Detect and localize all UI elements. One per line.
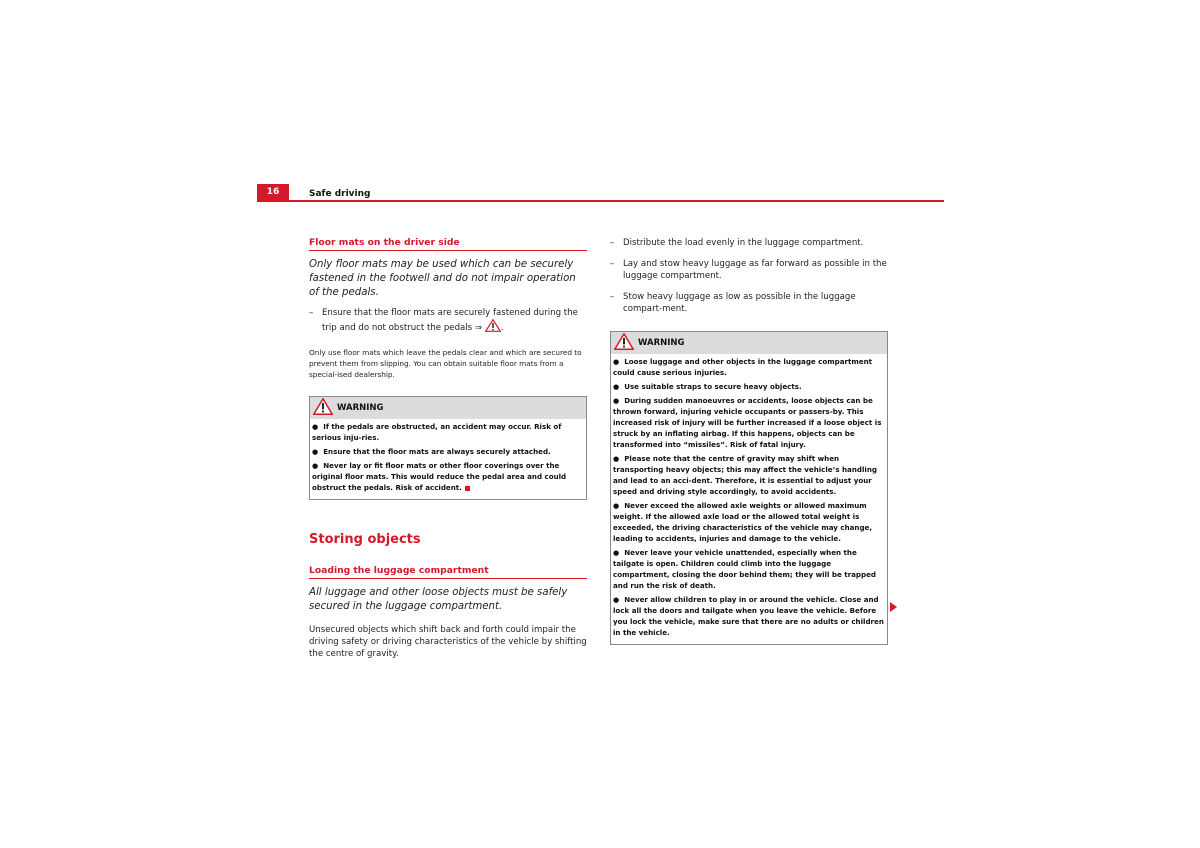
warning-item: ● If the pedals are obstructed, an accident may occur. Risk of serious inju-ries. xyxy=(312,422,562,443)
bullet-marker: ● xyxy=(613,357,620,366)
right-column xyxy=(610,237,888,645)
loading-luggage-intro: All luggage and other loose objects must be safely secured in the luggage compartment. xyxy=(309,587,568,613)
floor-mats-step xyxy=(309,307,587,336)
warning-item: ● Please note that the centre of gravity may shift when transporting heavy objects; this may affect the vehicle’s handling and lead to an acci-dent. Therefore, it is essential to adjust your speed and driving style accordingly, to avoid accidents. xyxy=(613,454,877,496)
bullet-marker: ● xyxy=(312,447,319,457)
warning-triangle-icon xyxy=(614,333,634,354)
dash-marker: – xyxy=(610,238,615,248)
bullet-marker: ● xyxy=(613,548,620,557)
floor-mats-intro: Only floor mats may be used which can be securely fastened in the footwell and do not impair operation of the pedals. xyxy=(309,259,576,298)
warning-item: ● Never leave your vehicle unattended, especially when the tailgate is open. Children could climb into the luggage compartment, closing the door behind them; they will be trapped and run the risk of death. xyxy=(613,548,876,590)
dash-marker: – xyxy=(610,292,615,302)
header-divider xyxy=(257,200,944,202)
luggage-warning-box xyxy=(610,331,888,645)
bullet-marker: ● xyxy=(312,461,319,471)
warning-item: ● Use suitable straps to secure heavy objects. xyxy=(613,382,802,391)
bullet-marker: ● xyxy=(613,454,620,463)
warning-item: ● Loose luggage and other objects in the luggage compartment could cause serious injuries. xyxy=(613,357,873,377)
loading-luggage-body: Unsecured objects which shift back and forth could impair the driving safety or driving characteristics of the vehicle by shifting the centre of gravity. xyxy=(309,625,587,660)
luggage-step: – Stow heavy luggage as low as possible in the luggage compart-ment. xyxy=(610,292,856,314)
warning-item: ● Never allow children to play in or around the vehicle. Close and lock all the doors and tailgate when you leave the vehicle. Before you lock the vehicle, make sure that there are no adults or children in the vehicle. xyxy=(613,595,884,637)
warning-header xyxy=(611,332,887,354)
bullet-marker: ● xyxy=(613,382,620,391)
storing-objects-heading: Storing objects xyxy=(309,532,421,548)
continued-arrow-icon xyxy=(890,602,897,612)
section-end-marker xyxy=(465,486,470,491)
warning-header xyxy=(310,397,586,419)
warning-triangle-icon xyxy=(313,398,333,419)
floor-mats-step-suffix: . xyxy=(500,323,504,333)
warning-body xyxy=(611,354,887,644)
luggage-step: – Lay and stow heavy luggage as far forward as possible in the luggage compartment. xyxy=(610,259,887,281)
luggage-step: – Distribute the load evenly in the luggage compartment. xyxy=(610,238,864,248)
floor-mats-warning-box xyxy=(309,396,587,500)
bullet-marker: ● xyxy=(613,396,620,405)
running-header-title: Safe driving xyxy=(309,189,371,199)
warning-item: ● Never lay or fit floor mats or other floor coverings over the original floor mats. This would reduce the pedal area and could obstruct the pedals. Risk of accident. xyxy=(312,461,567,493)
bullet-marker: ● xyxy=(613,595,620,604)
left-column xyxy=(309,237,587,660)
dash-marker: – xyxy=(610,259,615,269)
floor-mats-step-text: Ensure that the floor mats are securely fastened during the trip and do not obstruct the pedals ⇒ xyxy=(322,308,578,333)
warning-body xyxy=(310,419,586,499)
warning-label: WARNING xyxy=(337,403,384,414)
warning-item: ● Ensure that the floor mats are always securely attached. xyxy=(312,447,551,457)
bullet-marker: ● xyxy=(613,501,620,510)
warning-label: WARNING xyxy=(638,338,685,348)
loading-luggage-heading: Loading the luggage compartment xyxy=(309,565,587,579)
floor-mats-heading: Floor mats on the driver side xyxy=(309,237,587,251)
dash-marker: – xyxy=(309,308,314,318)
warning-item: ● During sudden manoeuvres or accidents, loose objects can be thrown forward, injuring vehicle occupants or passers-by. This increased risk of injury will be further increased if a loose object is struck by an inflating airbag. If this happens, objects can be transformed into “missiles”. Risk of fatal injury. xyxy=(613,396,882,449)
warning-item: ● Never exceed the allowed axle weights or allowed maximum weight. If the allowed axle load or the allowed total weight is exceeded, the driving characteristics of the vehicle may change, leading to accidents, injuries and damage to the vehicle. xyxy=(613,501,873,543)
page-number: 16 xyxy=(257,184,289,200)
warning-triangle-icon xyxy=(485,319,501,336)
floor-mats-note: Only use floor mats which leave the pedals clear and which are secured to prevent them from slipping. You can obtain suitable floor mats from a special-ised dealership. xyxy=(309,348,582,379)
bullet-marker: ● xyxy=(312,422,319,432)
